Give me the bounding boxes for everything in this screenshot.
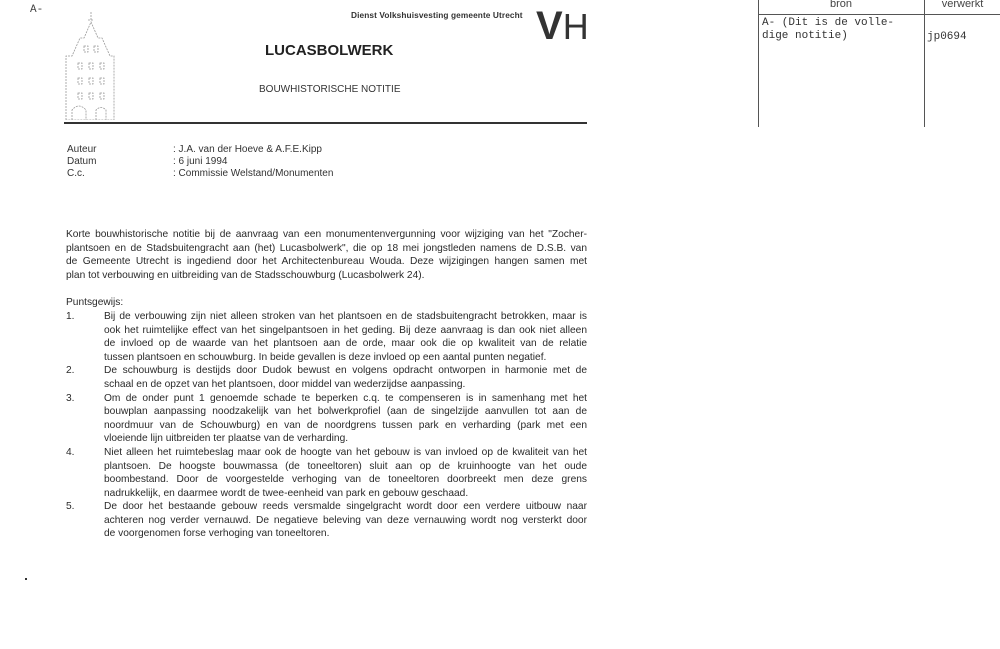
point-item: [66, 310, 587, 364]
text-line: plantsoen. De hoogste bouwmassa (de toneeltoren) sluit aan op de kruinhoogte van het oude: [104, 460, 587, 472]
column-divider: [924, 0, 925, 127]
text-line: achteren nog verder vernauwd. De negatieve beleving van deze vernauwing wordt nog versterkt door: [104, 514, 587, 526]
text-line: nadrukkelijk, en daarmee wordt de twee-eenheid van park en gebouw geschaad.: [104, 487, 469, 499]
logo-letter-h: H: [562, 6, 589, 47]
scan-speck: [25, 578, 27, 580]
bron-line: A- (Dit is de volle-: [762, 17, 895, 29]
point-item: [66, 392, 587, 446]
meta-label: C.c.: [67, 168, 85, 179]
logo-letter-v: V: [536, 4, 563, 48]
verwerkt-cell: jp0694: [927, 31, 967, 43]
point-number: 3.: [66, 392, 75, 404]
building-logo-icon: [62, 8, 118, 120]
text-line: boombestand. Door de voorgestelde verhoging van de toneeltoren doorbreekt men deze grens: [104, 474, 587, 486]
vh-logo: [536, 6, 589, 47]
point-item: [66, 500, 587, 541]
meta-author: [67, 144, 322, 155]
text-line: plan tot verbouwing en uitbreiding van de Stadsschouwburg (Lucasbolwerk 24).: [66, 269, 425, 281]
text-line: Niet alleen het ruimtebeslag maar ook de hoogte van het gebouw is van invloed op de kwaliteit van het: [104, 446, 587, 458]
text-line: Korte bouwhistorische notitie bij de aanvraag van een monumentenvergunning voor wijziging van het "Zocher-: [66, 229, 587, 240]
text-line: De door het bestaande gebouw reeds versmalde singelgracht wordt door een verdere uitbouw naar: [104, 501, 587, 513]
document-body: [66, 228, 587, 541]
meta-date: [67, 156, 228, 167]
text-line: ook het ruimtelijke effect van het singelpantsoen in het geding. Bij deze aanvraag is dan ook niet alleen: [104, 324, 587, 336]
text-line: Om de onder punt 1 genoemde schade te beperken c.q. te compenseren is in samenhang met het: [104, 392, 587, 404]
text-line: plantsoen en de Stadsbuitengracht aan (het) Lucasbolwerk", die op 18 mei jongstleden namens de D.S.B. van: [66, 242, 587, 254]
point-number: 4.: [66, 446, 75, 458]
intro-paragraph: [66, 228, 587, 282]
corner-mark: A-: [30, 4, 44, 16]
text-line: de invloed op de waarde van het plantsoen aan de orde, maar ook die op kwaliteit van de relatie: [104, 338, 587, 350]
point-number: 1.: [66, 310, 75, 322]
column-header-bron: bron: [829, 0, 853, 10]
bron-line: dige notitie): [762, 30, 848, 42]
text-line: Bij de verbouwing zijn niet alleen stroken van het plantsoen en de stadsbuitengracht betrokken, maar is: [104, 310, 587, 322]
text-line: schaal en de opzet van het plantsoen, door middel van wederzijdse aanpassing.: [104, 378, 466, 390]
header-divider: [758, 14, 1000, 15]
text-line: tussen plantsoen en schouwburg. In beide gevallen is deze invloed op een aantal punten negatief.: [104, 351, 547, 363]
text-line: de voorgenomen forse verhoging van toneeltoren.: [104, 528, 330, 540]
header-divider: [64, 122, 587, 124]
meta-cc: [67, 168, 334, 179]
point-item: [66, 364, 587, 391]
point-number: 5.: [66, 501, 75, 513]
text-line: de Gemeente Utrecht is ingediend door het Architectenbureau Wouda. Deze wijzigingen hangen samen met: [66, 256, 587, 268]
bron-cell: [762, 17, 894, 43]
text-line: vloeiende lijn uitbreiden ter plaatse van de verharding.: [104, 433, 349, 445]
meta-value: : 6 juni 1994: [173, 156, 228, 167]
document-subtitle: BOUWHISTORISCHE NOTITIE: [259, 84, 401, 95]
point-item: [66, 446, 587, 500]
text-line: bouwplan aanpassing noodzakelijk van het bolwerkprofiel (aan de singelzijde aanvullen tot aan de: [104, 406, 587, 418]
meta-label: Auteur: [67, 144, 97, 155]
meta-value: : Commissie Welstand/Monumenten: [173, 168, 334, 179]
text-line: De schouwburg is destijds door Dudok bewust en volgens opdracht ontworpen in harmonie met de: [104, 365, 587, 377]
text-line: noordmuur van de Schouwburg) en van de noordgrens tussen park en verharding (park met een: [104, 419, 587, 431]
point-number: 2.: [66, 365, 75, 377]
department-name: Dienst Volkshuisvesting gemeente Utrecht: [351, 10, 523, 20]
document-title: LUCASBOLWERK: [265, 42, 394, 59]
column-header-verwerkt: verwerkt: [941, 0, 984, 10]
meta-label: Datum: [67, 156, 97, 167]
meta-value: : J.A. van der Hoeve & A.F.E.Kipp: [173, 144, 322, 155]
points-heading: Puntsgewijs:: [66, 297, 124, 309]
